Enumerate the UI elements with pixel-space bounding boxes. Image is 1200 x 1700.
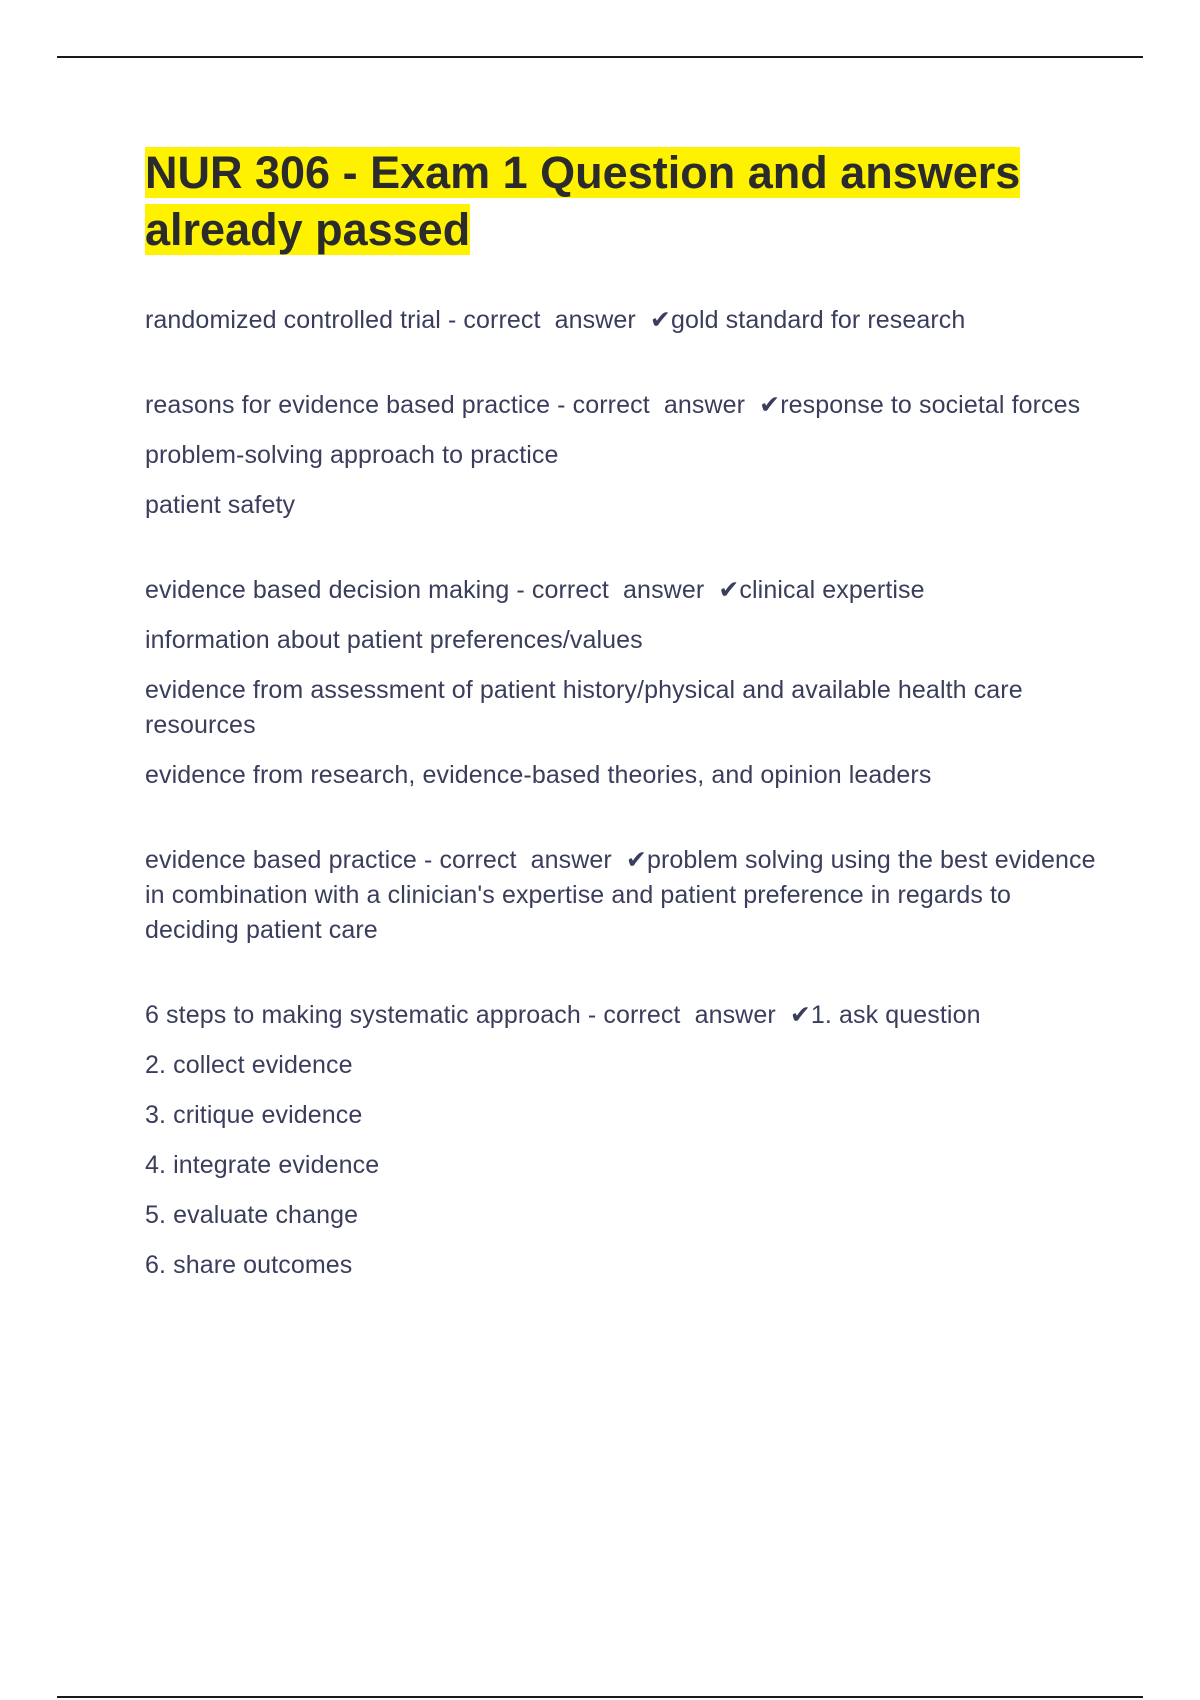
qa-item [145,998,1105,1283]
answer-line: information about patient preferences/values [145,626,643,654]
document-body [145,144,1105,1333]
question-text: evidence based decision making [145,576,510,604]
answer-separator: - correct answer [550,391,760,419]
answer-line: patient safety [145,491,296,519]
answer-text: 1. ask question [810,1001,981,1029]
answer-text: response to societal forces [780,391,1081,419]
answer-line: 6. share outcomes [145,1251,353,1279]
qa-item [145,573,1105,793]
question-text: randomized controlled trial [145,306,441,334]
bottom-rule [57,1696,1143,1698]
title-highlight: NUR 306 - Exam 1 Question and answers already passed [145,147,1021,255]
question-text: reasons for evidence based practice [145,391,551,419]
answer-separator: - correct answer [440,306,650,334]
answer-line: 4. integrate evidence [145,1151,380,1179]
answer-text: problem solving using the best evidence in combination with a clinician's expertise and patient preference in regards to deciding patient care [145,846,1096,944]
answer-line: evidence from research, evidence-based theories, and opinion leaders [145,761,932,789]
answer-text: clinical expertise [739,576,925,604]
checkmark-icon: ✔ [649,306,671,334]
checkmark-icon: ✔ [759,391,781,419]
document-title [145,144,1105,258]
question-text: 6 steps to making systematic approach [145,1001,581,1029]
qa-item [145,843,1105,948]
question-text: evidence based practice [145,846,417,874]
qa-list [145,303,1105,1283]
qa-item [145,303,1105,338]
qa-question-line [145,843,1105,948]
answer-line: 2. collect evidence [145,1051,353,1079]
checkmark-icon: ✔ [789,1001,811,1029]
answer-line: problem-solving approach to practice [145,441,559,469]
answer-separator: - correct answer [509,576,719,604]
answer-text: gold standard for research [670,306,966,334]
qa-item [145,388,1105,523]
answer-line: evidence from assessment of patient history/physical and available health care resources [145,676,1023,739]
checkmark-icon: ✔ [718,576,740,604]
checkmark-icon: ✔ [625,846,647,874]
top-rule [57,56,1143,58]
answer-separator: - correct answer [580,1001,790,1029]
qa-question-line [145,388,1105,423]
answer-line: 3. critique evidence [145,1101,363,1129]
answer-line: 5. evaluate change [145,1201,359,1229]
qa-question-line [145,998,1105,1033]
answer-separator: - correct answer [416,846,626,874]
qa-question-line [145,303,1105,338]
qa-question-line [145,573,1105,608]
